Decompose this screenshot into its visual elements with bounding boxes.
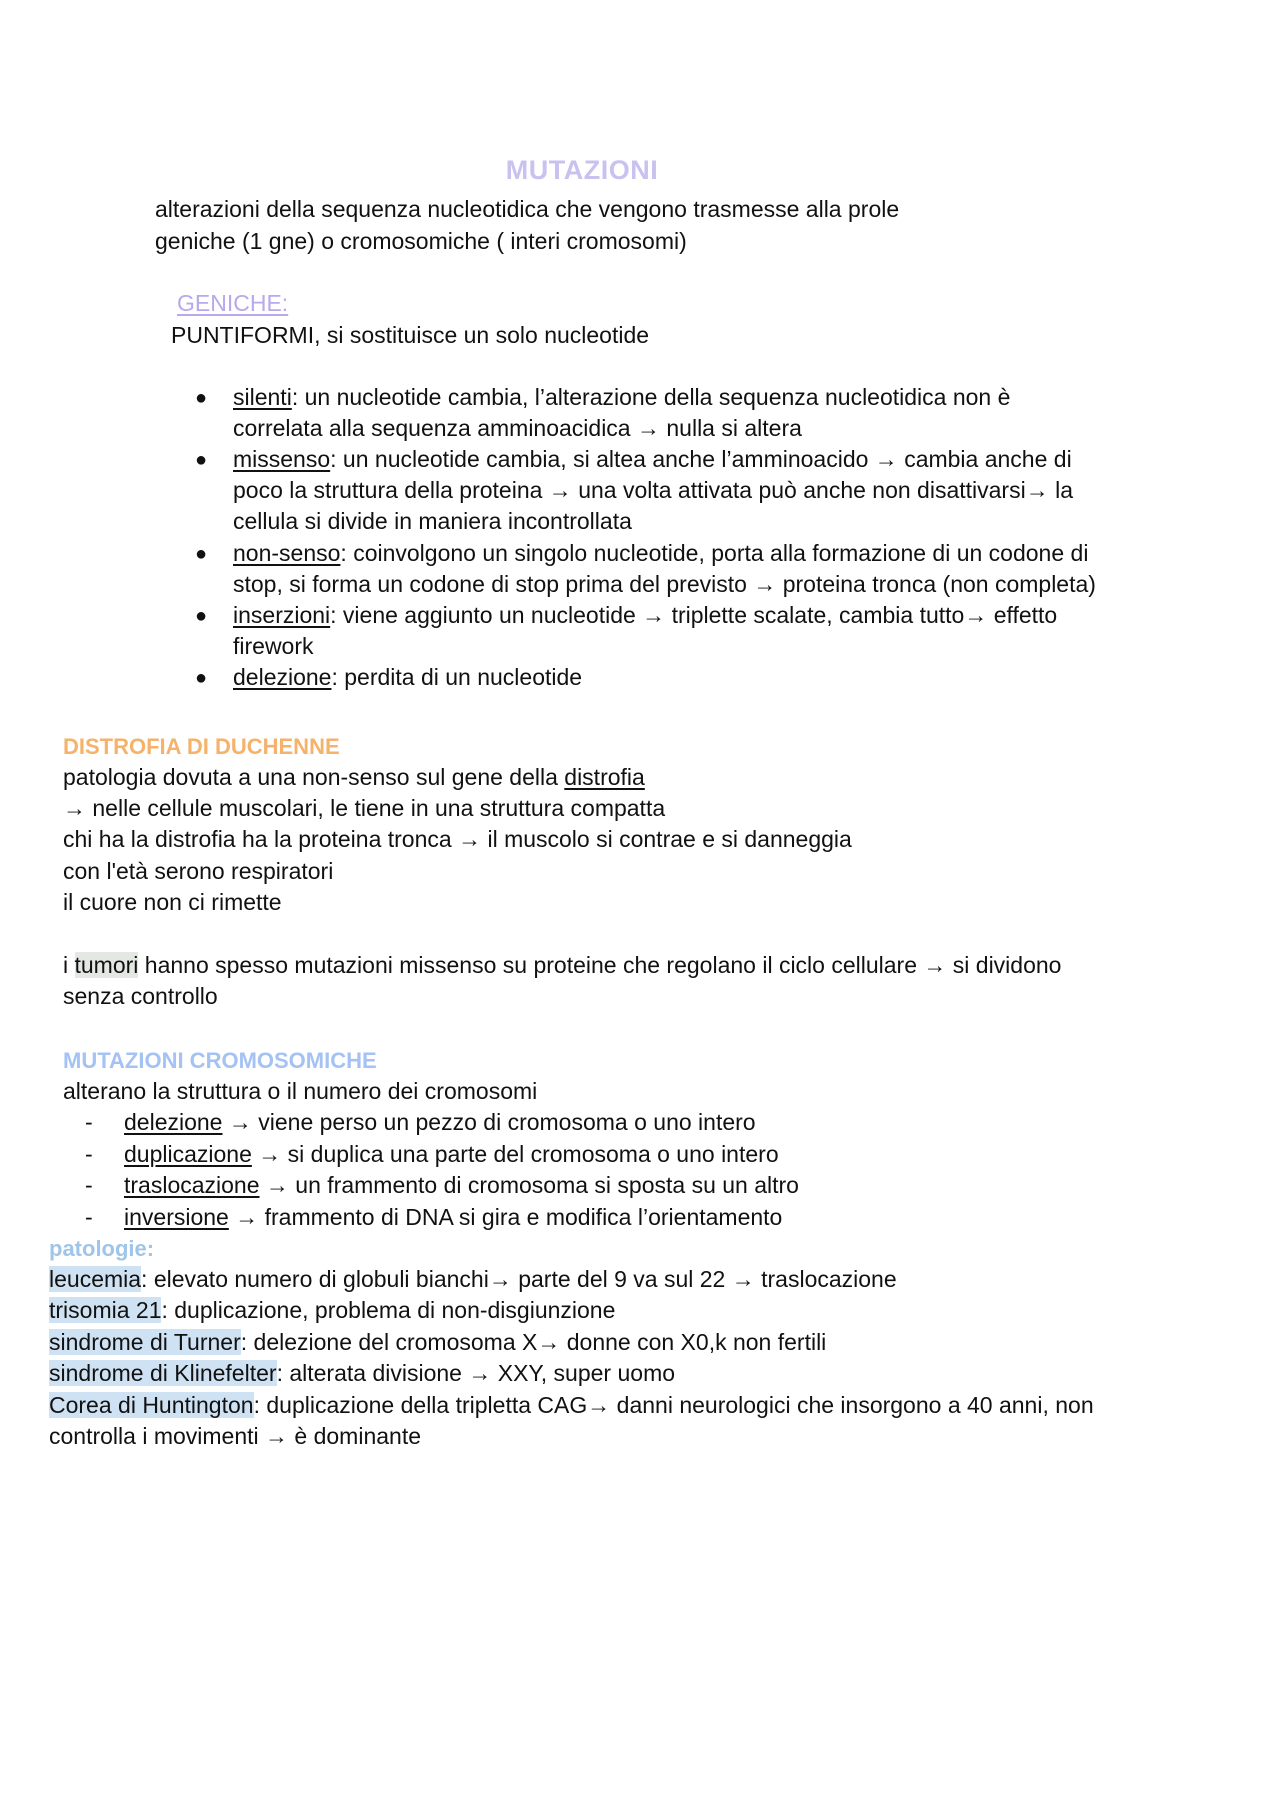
term-inserzioni: inserzioni [233, 602, 331, 628]
duchenne-line-5: il cuore non ci rimette [63, 889, 282, 915]
term-duplicazione: duplicazione [124, 1141, 252, 1167]
intro-line-1: alterazioni della sequenza nucleotidica che vengono trasmesse alla prole [155, 196, 900, 222]
term-huntington: Corea di Huntington [49, 1392, 254, 1418]
term-silenti: silenti [233, 384, 292, 410]
dash-icon: - [85, 1204, 93, 1230]
term-turner: sindrome di Turner [49, 1329, 241, 1355]
duchenne-line-4: con l'età serono respiratori [63, 858, 334, 884]
dash-icon: - [85, 1141, 93, 1167]
list-item-inserzioni: inserzioni: viene aggiunto un nucleotide → triplette scalate, cambia tutto→ effetto [233, 602, 1058, 628]
geniche-heading: GENICHE: [177, 290, 289, 316]
patologia-huntington: Corea di Huntington: duplicazione della tripletta CAG→ danni neurologici che insorgono a 40 anni, non [49, 1392, 1094, 1418]
term-trisomia: trisomia 21 [49, 1297, 162, 1323]
dash-icon: - [85, 1172, 93, 1198]
list-item-silenti: silenti: un nucleotide cambia, l’alterazione della sequenza nucleotidica non è [233, 384, 1011, 410]
patologia-leucemia: leucemia: elevato numero di globuli bianchi→ parte del 9 va sul 22 → traslocazione [49, 1266, 897, 1292]
dash-icon: - [85, 1109, 93, 1135]
term-klinefelter: sindrome di Klinefelter [49, 1360, 277, 1386]
patologia-klinefelter: sindrome di Klinefelter: alterata divisione → XXY, super uomo [49, 1360, 676, 1386]
term-delezione-crom: delezione [124, 1109, 223, 1135]
patologia-trisomia: trisomia 21: duplicazione, problema di non-disgiunzione [49, 1297, 616, 1323]
list-item-missenso-cont: cellula si divide in maniera incontrollata [233, 508, 632, 534]
term-distrofia: distrofia [564, 764, 645, 790]
duchenne-heading: DISTROFIA DI DUCHENNE [63, 734, 340, 759]
intro-line-2: geniche (1 gne) o cromosomiche ( interi cromosomi) [155, 228, 687, 254]
bullet-icon: ● [195, 667, 208, 689]
term-delezione: delezione [233, 664, 332, 690]
list-item-delezione: delezione: perdita di un nucleotide [233, 664, 583, 690]
patologia-turner: sindrome di Turner: delezione del cromosoma X→ donne con X0,k non fertili [49, 1329, 827, 1355]
tumori-line-1: i tumori hanno spesso mutazioni missenso su proteine che regolano il ciclo cellulare → si dividono [63, 952, 1062, 978]
term-inversione: inversione [124, 1204, 229, 1230]
duchenne-line-1: patologia dovuta a una non-senso sul gene della distrofia [63, 764, 645, 790]
bullet-icon: ● [195, 605, 208, 627]
list-item-non-senso-cont: stop, si forma un codone di stop prima del previsto → proteina tronca (non completa) [233, 571, 1096, 597]
bullet-icon: ● [195, 543, 208, 565]
list-item-non-senso: non-senso: coinvolgono un singolo nucleotide, porta alla formazione di un codone di [233, 540, 1089, 566]
term-tumori: tumori [74, 952, 139, 978]
list-item-inversione: inversione → frammento di DNA si gira e modifica l’orientamento [124, 1204, 783, 1230]
list-item-duplicazione: duplicazione → si duplica una parte del cromosoma o uno intero [124, 1141, 779, 1167]
list-item-missenso: missenso: un nucleotide cambia, si altea anche l’amminoacido → cambia anche di [233, 446, 1072, 472]
tumori-line-2: senza controllo [63, 983, 218, 1009]
list-item-traslocazione: traslocazione → un frammento di cromosoma si sposta su un altro [124, 1172, 799, 1198]
list-item-silenti-cont: correlata alla sequenza amminoacidica → nulla si altera [233, 415, 802, 441]
term-leucemia: leucemia [49, 1266, 142, 1292]
duchenne-line-3: chi ha la distrofia ha la proteina tronca → il muscolo si contrae e si danneggia [63, 826, 852, 852]
geniche-subtitle: PUNTIFORMI, si sostituisce un solo nucleotide [171, 322, 650, 348]
duchenne-line-2: → nelle cellule muscolari, le tiene in una struttura compatta [63, 795, 666, 821]
term-non-senso: non-senso [233, 540, 341, 566]
bullet-icon: ● [195, 449, 208, 471]
term-missenso: missenso [233, 446, 331, 472]
patologia-huntington-cont: controlla i movimenti → è dominante [49, 1423, 421, 1449]
list-item-missenso-cont: poco la struttura della proteina → una volta attivata può anche non disattivarsi→ la [233, 477, 1073, 503]
term-traslocazione: traslocazione [124, 1172, 260, 1198]
list-item-delezione-crom: delezione → viene perso un pezzo di cromosoma o uno intero [124, 1109, 756, 1135]
cromosomiche-subtitle: alterano la struttura o il numero dei cromosomi [63, 1078, 538, 1104]
page-title: MUTAZIONI [505, 155, 659, 185]
patologie-heading: patologie: [49, 1236, 155, 1261]
bullet-icon: ● [195, 387, 208, 409]
list-item-inserzioni-cont: firework [233, 633, 314, 659]
cromosomiche-heading: MUTAZIONI CROMOSOMICHE [63, 1048, 377, 1073]
